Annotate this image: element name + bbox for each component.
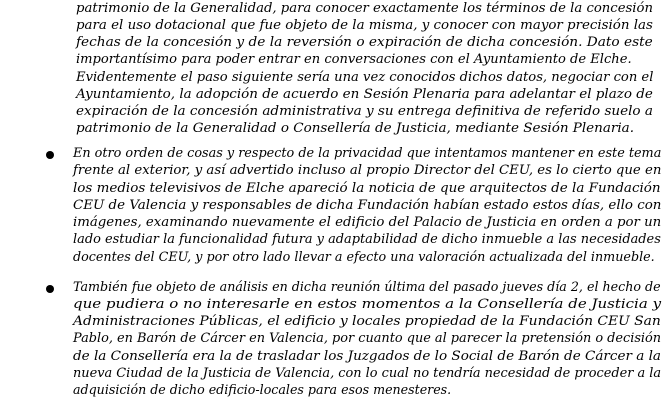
text-line: Ayuntamiento, la adopción de acuerdo en Sesión Plenaria para adelantar el plazo de bbox=[76, 87, 653, 102]
text-line: Administraciones Públicas, el edificio y locales propiedad de la Fundación CEU San bbox=[73, 314, 661, 329]
text-line: docentes del CEU, y por otro lado llevar a efecto una valoración actualizada del inmueble. bbox=[73, 250, 655, 265]
text-line: que pudiera o no interesarle en estos momentos a la Consellería de Justicia y bbox=[73, 297, 662, 312]
text-line: adquisición de dicho edificio-locales para esos menesteres. bbox=[73, 383, 452, 398]
text-line: lado estudiar la funcionalidad futura y adaptabilidad de dicho inmueble a las necesidades bbox=[73, 232, 661, 247]
text-line: los medios televisivos de Elche apareció la noticia de que arquitectos de la Fundación bbox=[73, 181, 661, 196]
text-line: fechas de la concesión y de la reversión o expiración de dicha concesión. Dato este bbox=[76, 35, 653, 50]
text-line: imágenes, examinando nuevamente el edificio del Palacio de Justicia en orden a por un bbox=[73, 215, 662, 230]
text-line: Evidentemente el paso siguiente sería una vez conocidos dichos datos, negociar con el bbox=[76, 70, 654, 85]
text-line: frente al exterior, y así advertido incluso al propio Director del CEU, es lo cierto que en bbox=[73, 163, 662, 178]
bullet-icon bbox=[46, 151, 54, 159]
text-line: nueva Ciudad de la Justicia de Valencia, con lo cual no tendría necesidad de proceder a la bbox=[73, 366, 662, 381]
text-line: patrimonio de la Generalidad, para conocer exactamente los términos de la concesión bbox=[76, 1, 653, 16]
text-line: patrimonio de la Generalidad o Consellería de Justicia, mediante Sesión Plenaria. bbox=[76, 121, 634, 136]
text-line: También fue objeto de análisis en dicha reunión última del pasado jueves día 2, el hecho de bbox=[73, 280, 661, 295]
text-line: de la Consellería era la de trasladar los Juzgados de lo Social de Barón de Cárcer a la bbox=[73, 349, 661, 364]
text-line: Pablo, en Barón de Cárcer en Valencia, por cuanto que al parecer la pretensión o decisión bbox=[73, 331, 662, 346]
text-line: para el uso dotacional que fue objeto de la misma, y conocer con mayor precisión las bbox=[76, 18, 653, 33]
bullet-icon bbox=[46, 285, 54, 293]
text-line: CEU de Valencia y responsables de dicha Fundación habían estado estos días, ello con bbox=[73, 198, 662, 213]
text-line: importantísimo para poder entrar en conversaciones con el Ayuntamiento de Elche. bbox=[76, 52, 632, 67]
text-line: expiración de la concesión administrativa y su entrega definitiva de referido suelo a bbox=[76, 104, 653, 119]
text-line: En otro orden de cosas y respecto de la privacidad que intentamos mantener en este tema bbox=[73, 146, 662, 161]
